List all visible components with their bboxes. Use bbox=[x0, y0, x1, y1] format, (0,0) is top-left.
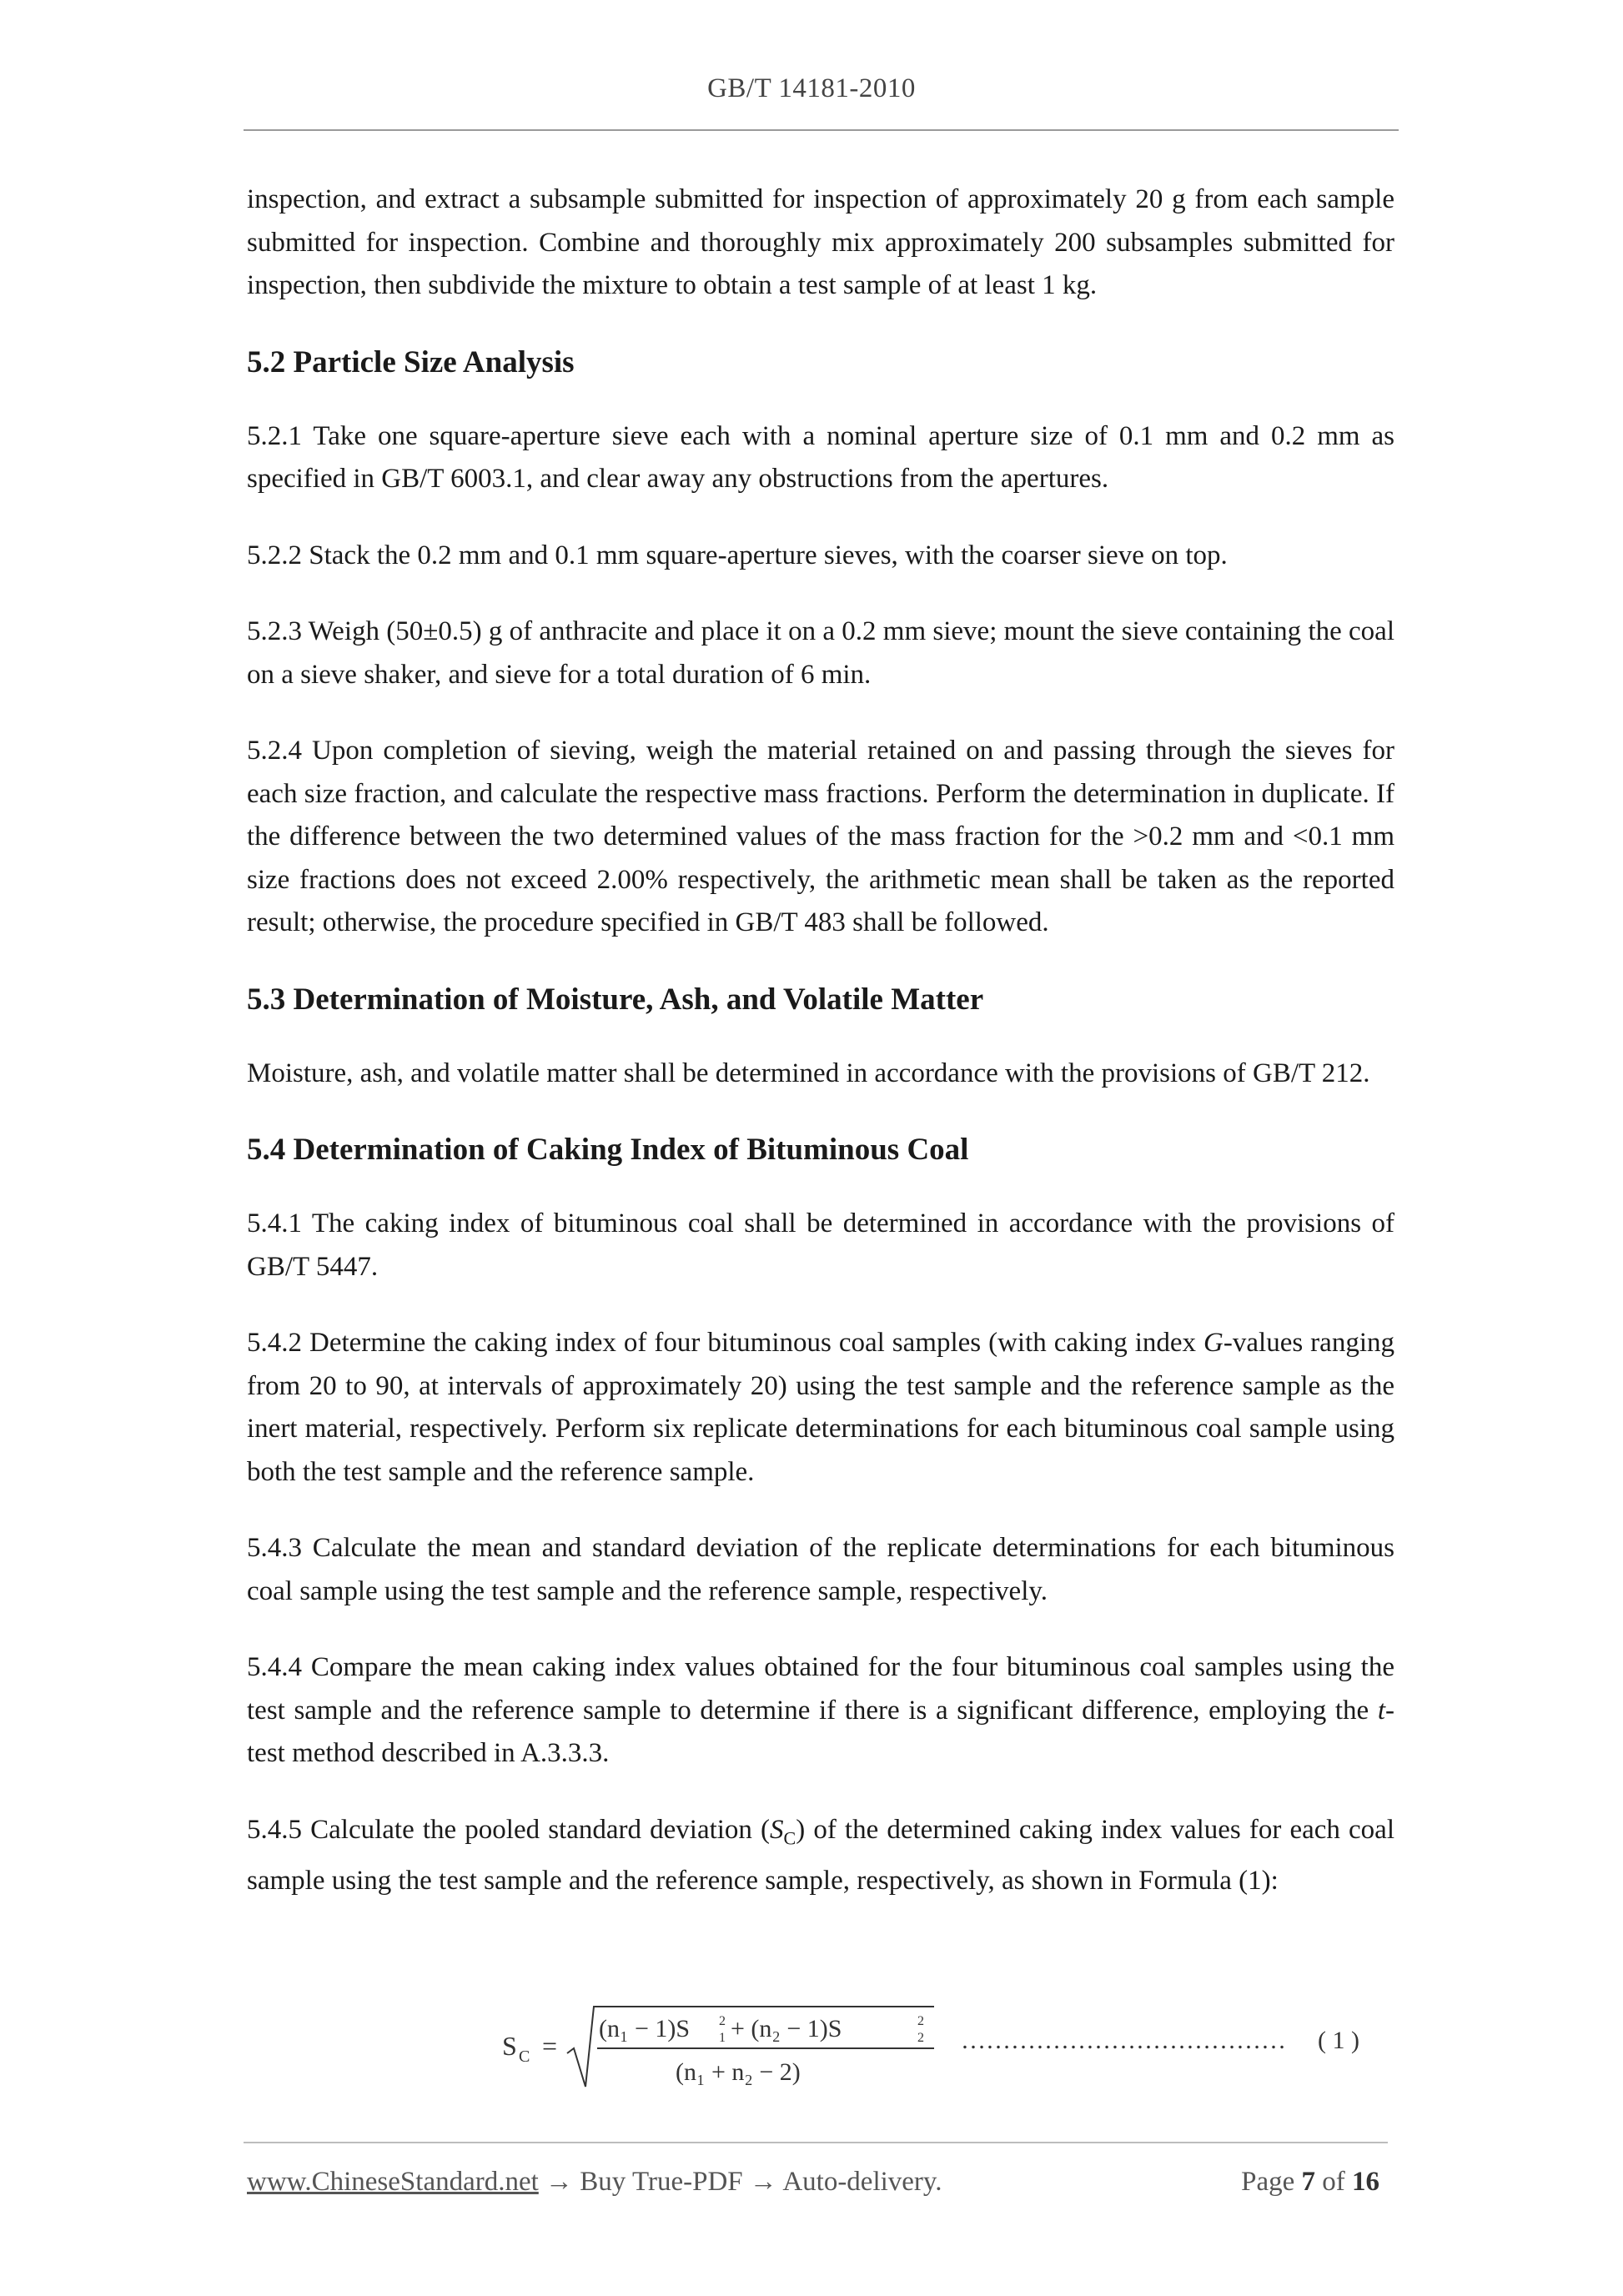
formula-lhs-sub: C bbox=[519, 2047, 530, 2066]
heading-5-4: 5.4 Determination of Caking Index of Bituminous Coal bbox=[247, 1133, 969, 1167]
text-span: 5.4.4 Compare the mean caking index values obtained for the four bituminous coal samples using the test sample and the reference sample to determine if there is a significant difference, employing the bbox=[247, 1652, 1394, 1726]
formula-sub1: 1 bbox=[719, 2031, 726, 2045]
paragraph-5-4-2 bbox=[247, 1322, 1394, 1494]
paragraph-5-2-3: 5.2.3 Weigh (50±0.5) g of anthracite and place it on a 0.2 mm sieve; mount the sieve containing the coal on a sieve shaker, and sieve for a total duration of 6 min. bbox=[247, 616, 1394, 690]
page-footer bbox=[247, 2167, 1388, 2198]
formula-sub2: 2 bbox=[917, 2031, 924, 2045]
italic-s: S bbox=[770, 1814, 784, 1845]
formula-1 bbox=[500, 2000, 1401, 2092]
arrow-right-icon: → bbox=[749, 2167, 777, 2197]
website-link[interactable]: www.ChineseStandard.net bbox=[247, 2167, 539, 2197]
arrow-right-icon: → bbox=[545, 2167, 574, 2197]
page-indicator bbox=[1241, 2167, 1379, 2198]
paragraph-5-2-1: 5.2.1 Take one square-aperture sieve each with a nominal aperture size of 0.1 mm and 0.2 mm as specified in GB/T 6003.1, and clear away any obstructions from the apertures. bbox=[247, 420, 1394, 494]
footer-divider bbox=[244, 2142, 1388, 2143]
page-header: GB/T 14181-2010 bbox=[707, 73, 916, 103]
italic-t: t bbox=[1377, 1695, 1385, 1726]
paragraph-5-4-1: 5.4.1 The caking index of bituminous coal shall be determined in accordance with the provisions of GB/T 5447. bbox=[247, 1208, 1394, 1282]
text-span: 5.4.5 Calculate the pooled standard deviation ( bbox=[247, 1814, 771, 1845]
page-label: Page bbox=[1241, 2167, 1295, 2197]
paragraph-5-2-2: 5.2.2 Stack the 0.2 mm and 0.1 mm square-aperture sieves, with the coarser sieve on top. bbox=[247, 540, 1228, 570]
of-label: of bbox=[1322, 2167, 1345, 2197]
paragraph-5-3: Moisture, ash, and volatile matter shall be determined in accordance with the provisions of GB/T 212. bbox=[247, 1058, 1370, 1088]
paragraph-5-4-5 bbox=[247, 1809, 1394, 1903]
formula-lhs: S bbox=[502, 2031, 517, 2061]
heading-5-3: 5.3 Determination of Moisture, Ash, and Volatile Matter bbox=[247, 982, 984, 1017]
document-body bbox=[247, 178, 1394, 1936]
text-span: 5.4.2 Determine the caking index of four bituminous coal samples (with caking index bbox=[247, 1328, 1204, 1358]
heading-5-2: 5.2 Particle Size Analysis bbox=[247, 344, 575, 379]
subscript-c: C bbox=[783, 1827, 796, 1849]
italic-g: G bbox=[1203, 1328, 1224, 1358]
formula-number: ( 1 ) bbox=[1318, 2027, 1359, 2054]
paragraph-5-2-4: 5.2.4 Upon completion of sieving, weigh the material retained on and passing through the sieves for each size fraction, and calculate the respective mass fractions. Perform the determination in duplicate. If the difference between the two determined values of the mass fraction for the >0.2 mm and <0.1 mm size fractions does not exceed 2.00% respectively, the arithmetic mean shall be taken as the reported result; otherwise, the procedure specified in GB/T 483 shall be followed. bbox=[247, 736, 1394, 937]
paragraph-5-4-3: 5.4.3 Calculate the mean and standard deviation of the replicate determinations for each bituminous coal sample using the test sample and the reference sample, respectively. bbox=[247, 1533, 1394, 1606]
formula-sup2: 2 bbox=[917, 2014, 924, 2028]
buy-text: Buy True-PDF bbox=[580, 2167, 743, 2197]
formula-sup1: 2 bbox=[719, 2014, 726, 2028]
text-span: -values ranging from 20 to 90, at intervals of approximately 20) using the test sample and the reference sample as the inert material, respectively. Perform six replicate determinations for each bituminous coal sample using both the test sample and the reference sample. bbox=[247, 1328, 1394, 1487]
header-divider bbox=[244, 129, 1399, 131]
formula-num-part2: + (n₂ − 1)S bbox=[731, 2015, 842, 2042]
page-total: 16 bbox=[1352, 2167, 1379, 2197]
text-span: ) of the determined caking index values for each coal sample using the test sample and the reference sample, respectively, as shown in Formula (1): bbox=[247, 1814, 1394, 1896]
delivery-text: Auto-delivery. bbox=[782, 2167, 942, 2197]
text-span: -test method described in A.3.3.3. bbox=[247, 1695, 1394, 1768]
formula-denominator: (n₁ + n₂ − 2) bbox=[676, 2058, 801, 2086]
formula-equals: = bbox=[542, 2031, 558, 2061]
formula-num-part1: (n₁ − 1)S bbox=[599, 2015, 691, 2042]
page-number: 7 bbox=[1301, 2167, 1315, 2197]
paragraph-intro: inspection, and extract a subsample submitted for inspection of approximately 20 g from each sample submitted for inspection. Combine and thoroughly mix approximately 200 subsamples submitted for inspection, then subdivide the mixture to obtain a test sample of at least 1 kg. bbox=[247, 184, 1394, 300]
paragraph-5-4-4 bbox=[247, 1646, 1394, 1776]
formula-leader: ………………………………… bbox=[961, 2027, 1286, 2054]
